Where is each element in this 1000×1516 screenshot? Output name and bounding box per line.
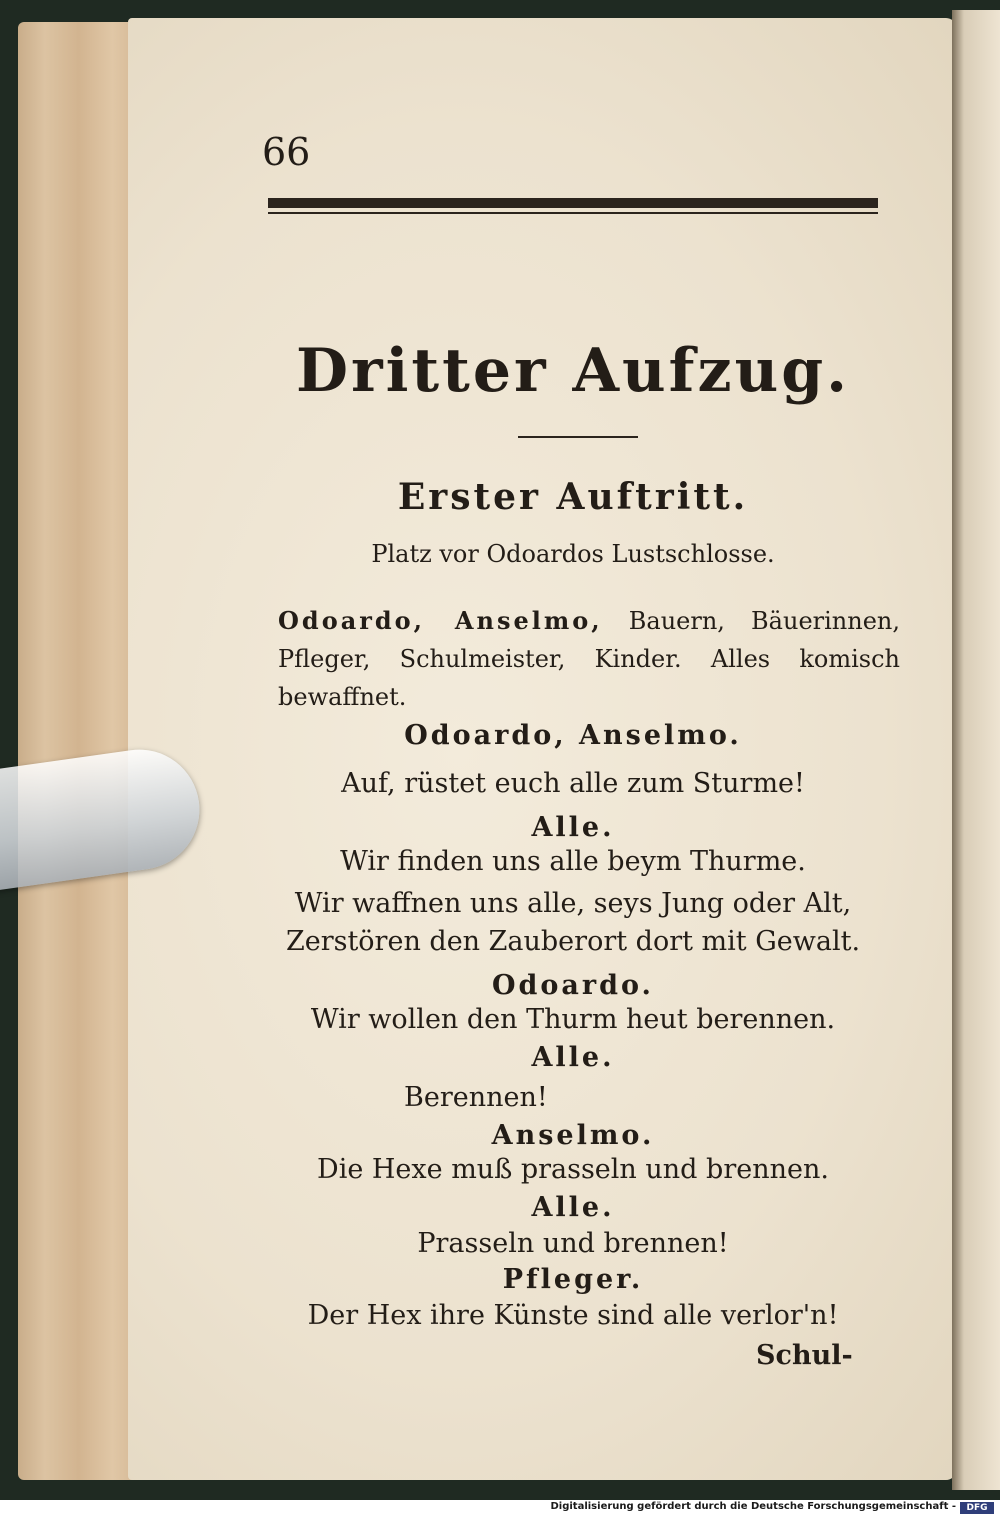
cast-names: Odoardo, Anselmo, — [278, 606, 603, 635]
footer-credit: Digitalisierung gefördert durch die Deutsche Forschungsgemeinschaft - — [550, 1501, 956, 1512]
act-title: Dritter Aufzug. — [295, 336, 851, 406]
header-rule — [268, 198, 878, 208]
speaker-label: Odoardo. — [492, 970, 654, 1001]
scene-title: Erster Auftritt. — [397, 476, 749, 518]
speaker-label: Alle. — [531, 1042, 615, 1073]
catchword: Schul- — [756, 1340, 853, 1371]
speaker-label: Alle. — [531, 812, 615, 843]
cast-rest: Bauern, Bäuerinnen, Pfleger, Schulmeister, Kinder. Alles komisch bewaffnet. — [278, 607, 900, 711]
speaker-label: Alle. — [531, 1192, 615, 1223]
page-number: 66 — [262, 130, 311, 174]
verse-line: Die Hexe muß prasseln und brennen. — [317, 1154, 829, 1185]
title-divider — [518, 436, 638, 438]
dfg-logo: DFG — [960, 1502, 994, 1514]
verse-line: Auf, rüstet euch alle zum Sturme! — [341, 768, 805, 799]
verse-line: Berennen! — [404, 1082, 548, 1113]
cast-list — [278, 602, 900, 716]
speaker-label: Anselmo. — [491, 1120, 655, 1151]
verse-line: Prasseln und brennen! — [417, 1228, 729, 1259]
verse-line: Wir finden uns alle beym Thurme. — [340, 846, 806, 877]
scene-place: Platz vor Odoardos Lustschlosse. — [371, 540, 775, 568]
speaker-label: Pfleger. — [502, 1264, 644, 1295]
verse-line: Wir wollen den Thurm heut berennen. — [310, 1004, 836, 1035]
verse-line: Wir waffnen uns alle, seys Jung oder Alt, — [294, 888, 852, 919]
verse-line: Der Hex ihre Künste sind alle verlor'n! — [307, 1300, 839, 1331]
verse-line: Zerstören den Zauberort dort mit Gewalt. — [285, 926, 861, 957]
facing-page-edge — [952, 10, 1000, 1490]
speaker-label: Odoardo, Anselmo. — [404, 720, 742, 751]
header-rule-thin — [268, 212, 878, 214]
